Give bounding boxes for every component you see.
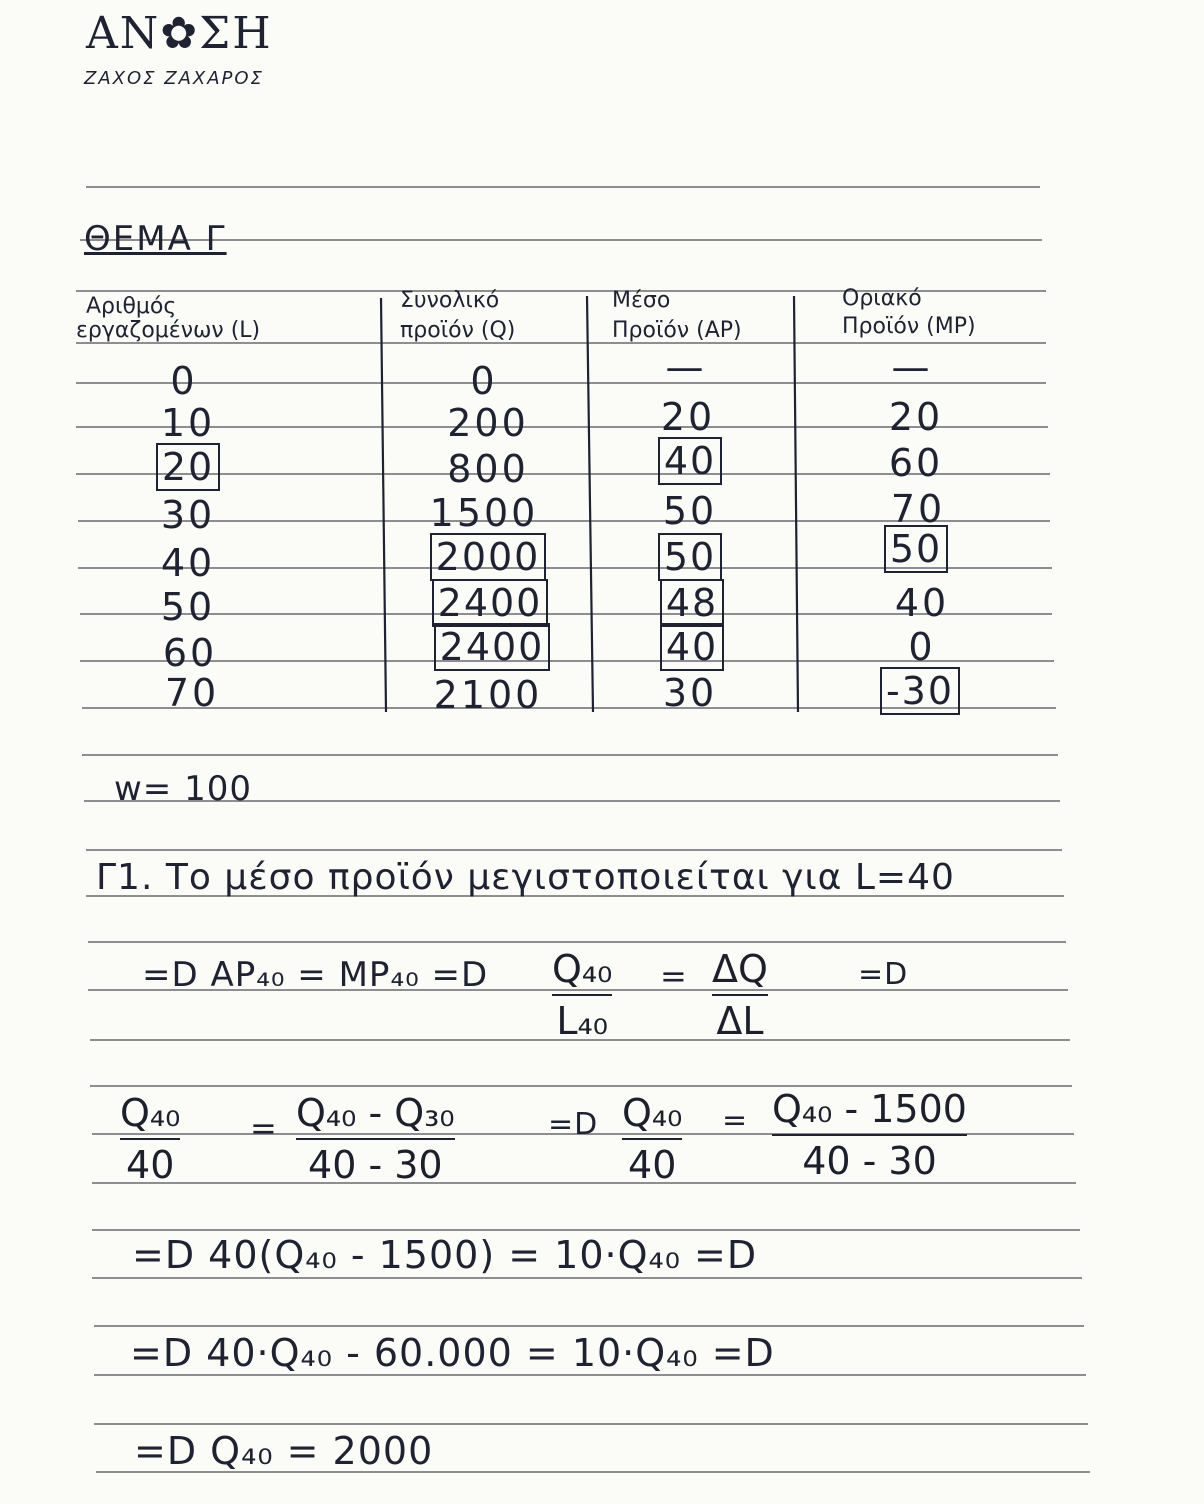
- header-labor-1: Αριθμός: [86, 294, 177, 319]
- cell-q: 2100: [433, 673, 543, 717]
- denominator: 40 - 30: [308, 1143, 443, 1187]
- cell-ap: 30: [662, 671, 718, 715]
- boxed-value: 20: [156, 443, 220, 491]
- cell-mp: 70: [890, 487, 946, 531]
- wage-value: w= 100: [114, 769, 252, 809]
- eq2-frac-4: [772, 1087, 967, 1183]
- fraction-bar: [622, 1138, 682, 1140]
- eq2-equals-a: =: [250, 1109, 278, 1147]
- header-total-2: προϊόν (Q): [400, 318, 516, 343]
- cell-l: [108, 445, 268, 489]
- cell-ap: —: [665, 345, 707, 389]
- cell-q: 200: [447, 401, 529, 445]
- cell-ap: [612, 581, 772, 625]
- cell-ap: 20: [660, 395, 716, 439]
- header-avg-2: Προϊόν (AP): [612, 318, 742, 343]
- denominator: L₄₀: [556, 999, 609, 1043]
- boxed-value: 2400: [432, 579, 549, 627]
- eq2-frac-3: [622, 1091, 683, 1187]
- cell-l: 60: [162, 631, 218, 675]
- eq4-line: =D 40·Q₄₀ - 60.000 = 10·Q₄₀ =D: [130, 1331, 775, 1375]
- cell-l: 40: [160, 541, 216, 585]
- eq2-equals-b: =: [722, 1103, 749, 1138]
- header-marg-2: Προϊόν (MP): [842, 314, 976, 339]
- boxed-value: -30: [880, 667, 960, 715]
- numerator: Q₄₀: [552, 947, 613, 991]
- boxed-value: 50: [658, 533, 722, 581]
- eq1-frac-q-over-l: [552, 947, 613, 1043]
- boxed-value: 48: [660, 579, 724, 627]
- eq1-frac-dq-over-dl: [712, 947, 768, 1043]
- fraction-bar: [120, 1138, 180, 1140]
- cell-l: 50: [160, 585, 216, 629]
- eq5-result: =D Q₄₀ = 2000: [134, 1429, 434, 1473]
- boxed-value: 2400: [434, 623, 551, 671]
- fraction-bar: [552, 994, 612, 996]
- header-labor-2: εργαζομένων (L): [76, 318, 261, 343]
- numerator: Q₄₀: [622, 1091, 683, 1135]
- brand-logo: ΑΝ✿ΣΗ: [86, 8, 273, 59]
- boxed-value: 50: [884, 525, 948, 573]
- eq2-frac-2: [296, 1091, 455, 1187]
- cell-mp: [840, 669, 1000, 713]
- numerator: ΔQ: [712, 947, 768, 991]
- denominator: ΔL: [716, 999, 764, 1043]
- cell-q: [408, 535, 568, 579]
- eq2-implies: =D: [548, 1107, 599, 1142]
- header-marg-1: Οριακό: [842, 286, 922, 311]
- cell-q: 0: [470, 359, 498, 403]
- cell-l: 70: [164, 671, 220, 715]
- cell-mp: 0: [908, 625, 936, 669]
- eq1-lhs: =D AP₄₀ = MP₄₀ =D: [142, 955, 489, 995]
- cell-q: 800: [447, 447, 529, 491]
- cell-mp: 20: [888, 395, 944, 439]
- header-total-1: Συνολικό: [400, 288, 500, 313]
- cell-mp: 40: [894, 581, 950, 625]
- boxed-value: 2000: [430, 533, 547, 581]
- boxed-value: 40: [660, 623, 724, 671]
- fraction-bar: [296, 1138, 455, 1140]
- cell-mp: 60: [888, 441, 944, 485]
- g1-statement: Γ1. Το μέσο προϊόν μεγιστοποιείται για L=40: [96, 857, 955, 898]
- section-title: ΘΕΜΑ Γ: [84, 219, 227, 259]
- cell-l: 10: [160, 401, 216, 445]
- eq2-frac-1: [120, 1091, 181, 1187]
- eq3-line: =D 40(Q₄₀ - 1500) = 10·Q₄₀ =D: [132, 1233, 758, 1277]
- author-name: ΖΑΧΟΣ ΖΑΧΑΡΟΣ: [84, 68, 264, 89]
- cell-ap: 50: [662, 489, 718, 533]
- fraction-bar: [712, 994, 768, 996]
- header-avg-1: Μέσο: [612, 288, 671, 313]
- cell-ap: [610, 535, 770, 579]
- numerator: Q₄₀ - 1500: [772, 1087, 967, 1131]
- cell-mp: —: [891, 345, 933, 389]
- cell-ap: [610, 439, 770, 483]
- cell-l: 0: [170, 359, 198, 403]
- denominator: 40 - 30: [802, 1139, 937, 1183]
- numerator: Q₄₀ - Q₃₀: [296, 1091, 455, 1135]
- cell-l: 30: [160, 493, 216, 537]
- cell-q: [410, 581, 570, 625]
- fraction-bar: [772, 1134, 967, 1136]
- cell-mp: [836, 527, 996, 571]
- cell-ap: [612, 625, 772, 669]
- boxed-value: 40: [658, 437, 722, 485]
- cell-q: [412, 625, 572, 669]
- eq1-equals: =: [660, 957, 688, 995]
- eq1-implies: =D: [858, 957, 909, 992]
- numerator: Q₄₀: [120, 1091, 181, 1135]
- cell-q: 1500: [429, 491, 539, 535]
- denominator: 40: [126, 1143, 175, 1187]
- denominator: 40: [628, 1143, 677, 1187]
